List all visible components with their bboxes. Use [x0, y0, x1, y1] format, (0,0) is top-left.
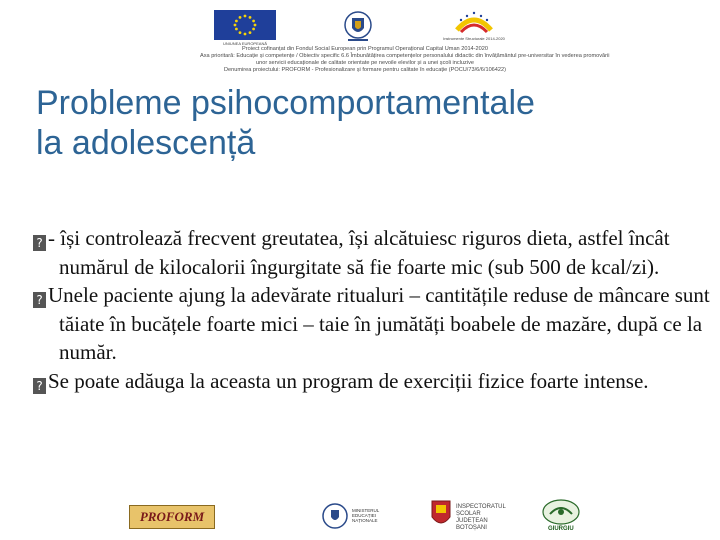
eu-stars-icon [214, 10, 276, 40]
ministry-seal-logo [322, 503, 348, 529]
ministry-line: EDUCAȚIEI [352, 513, 377, 518]
romanian-government-logo [340, 10, 376, 44]
bullet-item [33, 367, 713, 396]
bullet-glyph-icon: ? [33, 378, 46, 394]
ministry-line: MINISTERUL [352, 508, 380, 513]
bullet-glyph-icon: ? [33, 292, 46, 308]
header-logos [0, 10, 720, 44]
slide-title-line1: Probleme psihocomportamentale [36, 84, 535, 122]
ministry-text [352, 508, 422, 523]
bullet-text: Unele paciente ajung la adevărate ritualuri – cantitățile reduse de mâncare sunt tăiate în bucățele foarte mici – taie în jumătăți boabele de mazăre, după ce la număr. [48, 283, 710, 365]
ip-caption: Instrumente Structurale 2014-2020 [443, 36, 505, 41]
shield-icon [430, 499, 452, 529]
bullet-glyph-icon: ? [33, 235, 46, 251]
inspectorat-shield-logo [430, 499, 452, 529]
ministry-seal-icon [322, 503, 348, 529]
inspectorat-text [456, 504, 536, 532]
slide-title [36, 83, 696, 163]
project-line: unor servicii educaționale de calitate orientate pe nevoile elevilor și a unei școli incluzive [256, 60, 474, 66]
coat-of-arms-icon [340, 10, 376, 44]
project-line: Axa prioritară: Educație și competențe / Obiectiv specific 6.6 Îmbunătățirea competențelor personalului didactic din învățământul pre-universitar în vederea promovării [200, 53, 610, 59]
slide-content [33, 224, 713, 396]
footer-logos [0, 496, 720, 536]
inspectorat-line: JUDEȚEAN [456, 518, 488, 524]
bullet-item [33, 281, 713, 367]
giurgiu-emblem-icon [540, 498, 582, 526]
giurgiu-label: GIURGIU [548, 526, 574, 532]
inspectorat-line: ȘCOLAR [456, 511, 481, 517]
project-line: Denumirea proiectului: PROFORM - Profesionalizare și formare pentru calitate în educație (POCU/73/6/6/106422) [224, 67, 506, 73]
slide-title-line2: la adolescență [36, 124, 256, 162]
project-description [200, 46, 610, 74]
project-line: Proiect cofinanțat din Fondul Social European prin Programul Operațional Capital Uman 2014-2020 [242, 46, 488, 52]
inspectorat-line: BOTOȘANI [456, 525, 487, 531]
eu-caption: UNIUNEA EUROPEANĂ [222, 41, 267, 46]
structural-instruments-icon [443, 10, 505, 36]
proform-logo: PROFORM [129, 505, 215, 529]
instrumente-structurale-logo [443, 10, 505, 44]
inspectorat-line: INSPECTORATUL [456, 504, 506, 510]
bullet-text: - își controlează frecvent greutatea, își alcătuiesc riguros dieta, astfel încât numărul de kilocalorii îngurgitate să fie foarte mic (sub 500 de kcal/zi). [48, 226, 670, 279]
eu-flag-logo [214, 10, 276, 46]
ministry-line: NAȚIONALE [352, 518, 378, 523]
bullet-text: Se poate adăuga la aceasta un program de exerciții fizice foarte intense. [48, 368, 649, 393]
bullet-item [33, 224, 713, 281]
